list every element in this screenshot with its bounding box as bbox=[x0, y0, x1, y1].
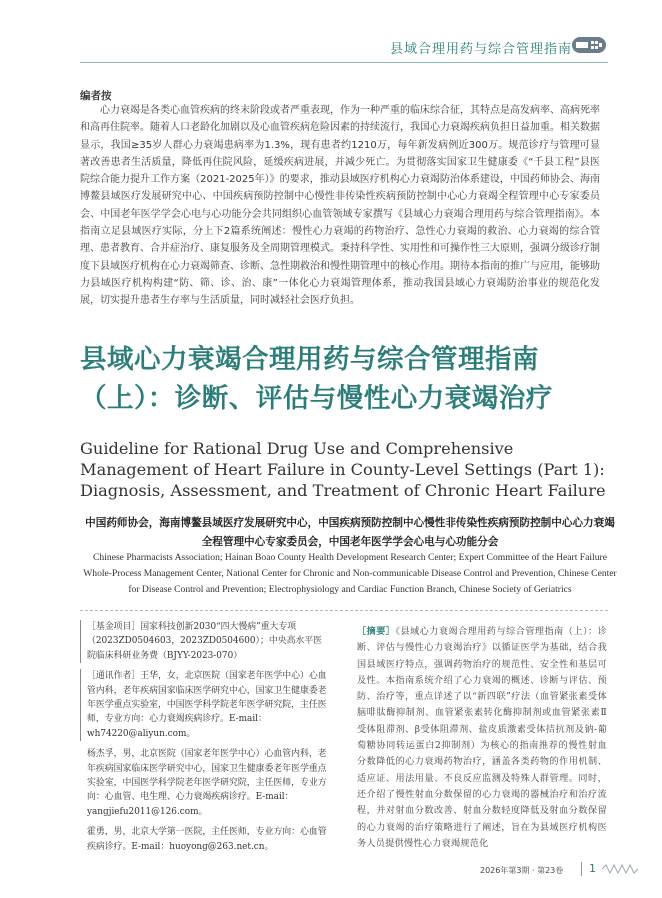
author-footnote: 霍勇，男，北京大学第一医院，主任医师，专业方向：心血管疾病诊疗。E-mail：huoyong@263.net.cn。 bbox=[87, 827, 327, 852]
article-title-cn: 县域心力衰竭合理用药与综合管理指南（上）：诊断、评估与慢性心力衰竭治疗 bbox=[80, 344, 553, 414]
footnotes-column bbox=[80, 620, 330, 860]
page-number: 1 bbox=[589, 862, 596, 875]
authors-cn: 中国药师协会，海南博鳌县域医疗发展研究中心，中国疾病预防控制中心慢性非传染性疾病预防控制中心心力衰竭全程管理中心专家委员会，中国老年医学学会心电与心功能分会 bbox=[85, 517, 615, 548]
article-title-en: Guideline for Rational Drug Use and Comprehensive Management of Heart Failure in County-Level Settings (Part 1): Diagnosis, Assessment, and Treatment of Chronic Heart Failure bbox=[80, 439, 606, 500]
decorative-wave-icon bbox=[602, 864, 638, 874]
page-footer bbox=[480, 862, 640, 882]
fund-footnote: ［基金项目］国家科技创新2030“四大慢病”重大专项（2023ZD0504603，2023ZD0504600）；中央高水平医院临床科研业务费（BJYY-2023-070） bbox=[80, 620, 330, 663]
footer-separator bbox=[581, 862, 582, 876]
section-divider bbox=[80, 610, 608, 611]
editor-note-text: 心力衰竭是各类心血管疾病的终末阶段或者严重表现，作为一种严重的临床综合征，其特点是高发病率、高病死率和高再住院率。随着人口老龄化加剧以及心血管疾病危险因素的持续流行，我国心力衰竭疾病负担日益加重。相关数据显示，我国≥35岁人群心力衰竭患病率为1.3%，现有患者约1210万，每年新发病例近300万。规范诊疗与管理可显著改善患者生活质量，降低再住院风险，延缓疾病进展，并减少死亡。为贯彻落实国家卫生健康委《“千县工程”县医院综合能力提升工作方案（2021-2025年）》的要求，推动县域医疗机构心力衰竭防治体系建设，中国药师协会、海南博鳌县域医疗发展研究中心、中国疾病预防控制中心慢性非传染性疾病预防控制中心心力衰竭全程管理中心专家委员会、中国老年医学学会心电与心功能分会共同组织心血管领域专家撰写《县域心力衰竭合理用药与综合管理指南》。本指南立足县域医疗实际，分上下2篇系统阐述：慢性心力衰竭的药物治疗、急性心力衰竭的救治、心力衰竭的综合管理、患者教育、合并症治疗、康复服务及全周期管理模式。秉持科学性、实用性和可操作性三大原则，强调分级诊疗制度下县域医疗机构在心力衰竭筛查、诊断、急性期救治和慢性期管理中的核心作用。期待本指南的推广与应用，能够助力县域医疗机构构建“防、筛、诊、治、康”一体化心力衰竭管理体系，推动我国县域心力衰竭防治事业的规范化发展，切实提升患者生存率与生活质量，同时减轻社会医疗负担。 bbox=[80, 105, 600, 307]
abstract-label: ［摘要］ bbox=[357, 626, 396, 637]
abstract bbox=[357, 624, 607, 852]
abstract-text: 《县域心力衰竭合理用药与综合管理指南（上）：诊断、评估与慢性心力衰竭治疗》以循证医学为基础，结合我国县域医疗特点，强调药物治疗的规范性、安全性和基层可及性。本指南系统介绍了心力衰竭的概述、诊断与评估、预防、治疗等，重点详述了以“新四联”疗法（血管紧张素受体脑啡肽酶抑制剂、血管紧张素转化酶抑制剂或血管紧张素Ⅱ受体阻滞剂、β受体阻滞剂、盐皮质激素受体拮抗剂及钠-葡萄糖协同转运蛋白2抑制剂）为核心的指南推荐的慢性射血分数降低的心力衰竭药物治疗，涵盖各类药物的作用机制、适应证、用法用量、不良反应监测及特殊人群管理。同时，还介绍了慢性射血分数保留的心力衰竭的器械治疗和治疗流程，并对射血分数改善、射血分数轻度降低及射血分数保留的心力衰竭的治疗策略进行了阐述，旨在为县域医疗机构医务人员提供慢性心力衰竭规范化 bbox=[357, 627, 607, 849]
journal-logo-icon bbox=[572, 36, 606, 54]
editor-note-label: 编者按 bbox=[80, 90, 112, 102]
issue-info: 2026年第3期 · 第23卷 bbox=[480, 866, 564, 875]
corresponding-author-footnote: ［通讯作者］王华，女，北京医院（国家老年医学中心）心血管内科，老年疾病国家临床医学研究中心，国家卫生健康委老年医学重点实验室，中国医学科学院老年医学研究院，主任医师，专业方向：心力衰竭疾病诊疗。E-mail：wh74220@aliyun.com。 bbox=[80, 669, 330, 741]
authors-en: Chinese Pharmacists Association; Hainan Boao County Health Development Research Center; Expert Committee of the Heart Failure Whole-Process Management Center, National Center for Chronic and Non-communicable Disease Control and Prevention, Chinese Center for Disease Control and Prevention; Electrophysiology and Cardiac Function Branch, Chinese Society of Geriatrics bbox=[83, 552, 617, 595]
author-footnote: 杨杰孚，男，北京医院（国家老年医学中心）心血管内科，老年疾病国家临床医学研究中心，国家卫生健康委老年医学重点实验室，中国医学科学院老年医学研究院，主任医师，专业方向：心血管、电生理、心力衰竭疾病诊疗。E-mail：yangjiefu2011@126.com。 bbox=[87, 749, 327, 817]
running-header bbox=[0, 0, 662, 70]
journal-title: 县域合理用药与综合管理指南 bbox=[389, 42, 572, 57]
header-rule bbox=[80, 62, 608, 63]
